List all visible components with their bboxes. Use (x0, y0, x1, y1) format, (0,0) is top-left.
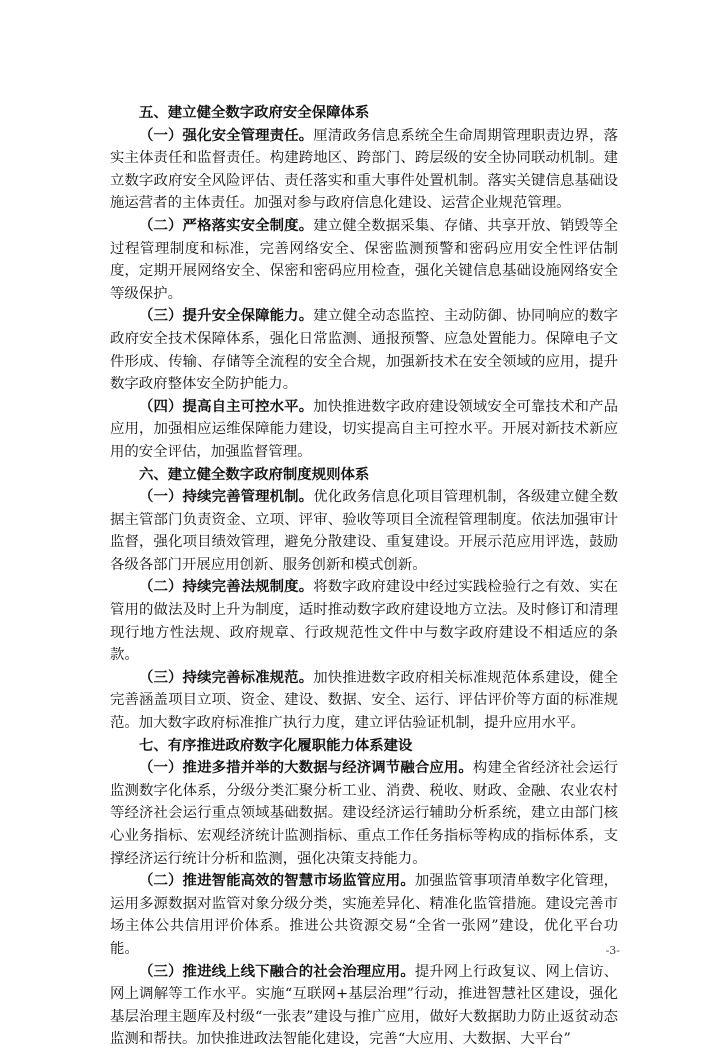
paragraph-text: 厘清政务信息系统全生命周期管理职责边界，落实主体责任和监督责任。构建跨地区、跨部门、跨层级的安全协同联动机制。建立数字政府安全风险评估、责任落实和重大事件处置机制。落实关键信息基础设施运营者的主体责任。加强对参与政府信息化建设、运营企业规范管理。 (110, 127, 618, 212)
paragraph-7-3 (110, 961, 618, 1051)
section-heading-5: 五、建立健全数字政府安全保障体系 (139, 105, 370, 121)
paragraph-text: 加强监管事项清单数字化管理，运用多源数据对监管对象分级分类，实施差异化、精准化监管措施。建设完善市场主体公共信用评价体系。推进公共资源交易“全省一张网”建设，优化平台功能。 (110, 873, 618, 957)
paragraph-lead: （一）强化安全管理责任。 (139, 127, 314, 144)
paragraph-lead: （三）提升安全保障能力。 (139, 308, 314, 325)
paragraph-6-1 (110, 486, 618, 576)
paragraph-7-1 (110, 757, 618, 870)
paragraph-5-2 (110, 215, 618, 305)
paragraph-5-1 (110, 125, 618, 215)
paragraph-6-2 (110, 576, 618, 666)
paragraph-lead: （二）推进智能高效的智慧市场监管应用。 (139, 873, 415, 890)
paragraph-lead: （三）推进线上线下融合的社会治理应用。 (139, 963, 415, 980)
paragraph-lead: （三）持续完善标准规范。 (139, 669, 314, 686)
paragraph-text: 提升网上行政复议、网上信访、网上调解等工作水平。实施“互联网+基层治理”行动，推进智慧社区建设，强化基层治理主题库及村级“一张表”建设与推广应用，做好大数据助力防止返贫动态监测和帮扶。加快推进政法智能化建设，完善“大应用、大数据、大平台” (110, 963, 618, 1048)
paragraph-lead: （四）提高自主可控水平。 (139, 398, 314, 415)
paragraph-text: 优化政务信息化项目管理机制，各级建立健全数据主管部门负责资金、立项、评审、验收等项目全流程管理制度。依法加强审计监督，强化项目绩效管理，避免分散建设、重复建设。开展示范应用评选，鼓励各级各部门开展应用创新、服务创新和模式创新。 (110, 489, 618, 573)
paragraph-6-3 (110, 667, 618, 735)
page-number: -3- (605, 944, 620, 957)
paragraph-text: 将数字政府建设中经过实践检验行之有效、实在管用的做法及时上升为制度，适时推动数字政府建设地方立法。及时修订和清理现行地方性法规、政府规章、行政规范性文件中与数字政府建设不相适应的条款。 (110, 579, 618, 664)
paragraph-lead: （一）推进多措并举的大数据与经济调节融合应用。 (139, 760, 473, 777)
section-heading-7: 七、有序推进政府数字化履职能力体系建设 (139, 737, 413, 754)
paragraph-lead: （一）持续完善管理机制。 (139, 489, 314, 506)
section-heading-6: 六、建立健全数字政府制度规则体系 (139, 466, 370, 483)
paragraph-text: 建立健全动态监控、主动防御、协同响应的数字政府安全技术保障体系，强化日常监测、通报预警、应急处置能力。保障电子文件形成、传输、存储等全流程的安全合规，加强新技术在安全领域的应用，提升数字政府整体安全防护能力。 (110, 308, 618, 393)
paragraph-5-4 (110, 396, 618, 464)
paragraph-lead: （二）持续完善法规制度。 (139, 579, 314, 596)
paragraph-text: 加快推进数字政府相关标准规范体系建设，健全完善涵盖项目立项、资金、建设、数据、安全、运行、评估评价等方面的标准规范。加大数字政府标准推广执行力度，建立评估验证机制，提升应用水平。 (110, 669, 618, 732)
paragraph-lead: （二）严格落实安全制度。 (139, 217, 314, 234)
document-body (110, 102, 618, 1051)
paragraph-text: 加快推进数字政府建设领域安全可靠技术和产品应用，加强相应运维保障能力建设，切实提高自主可控水平。开展对新技术新应用的安全评估，加强监督管理。 (110, 398, 618, 460)
paragraph-7-2 (110, 870, 618, 960)
paragraph-5-3 (110, 305, 618, 395)
paragraph-text: 构建全省经济社会运行监测数字化体系，分级分类汇聚分析工业、消费、税收、财政、金融、农业农村等经济社会运行重点领域基础数据。建设经济运行辅助分析系统，建立由部门核心业务指标、宏观经济统计监测指标、重点工作任务指标等构成的指标体系，支撑经济运行统计分析和监测，强化决策支持能力。 (110, 760, 618, 867)
paragraph-text: 建立健全数据采集、存储、共享开放、销毁等全过程管理制度和标准，完善网络安全、保密监测预警和密码应用安全性评估制度，定期开展网络安全、保密和密码应用检查，强化关键信息基础设施网络安全等级保护。 (110, 217, 618, 302)
